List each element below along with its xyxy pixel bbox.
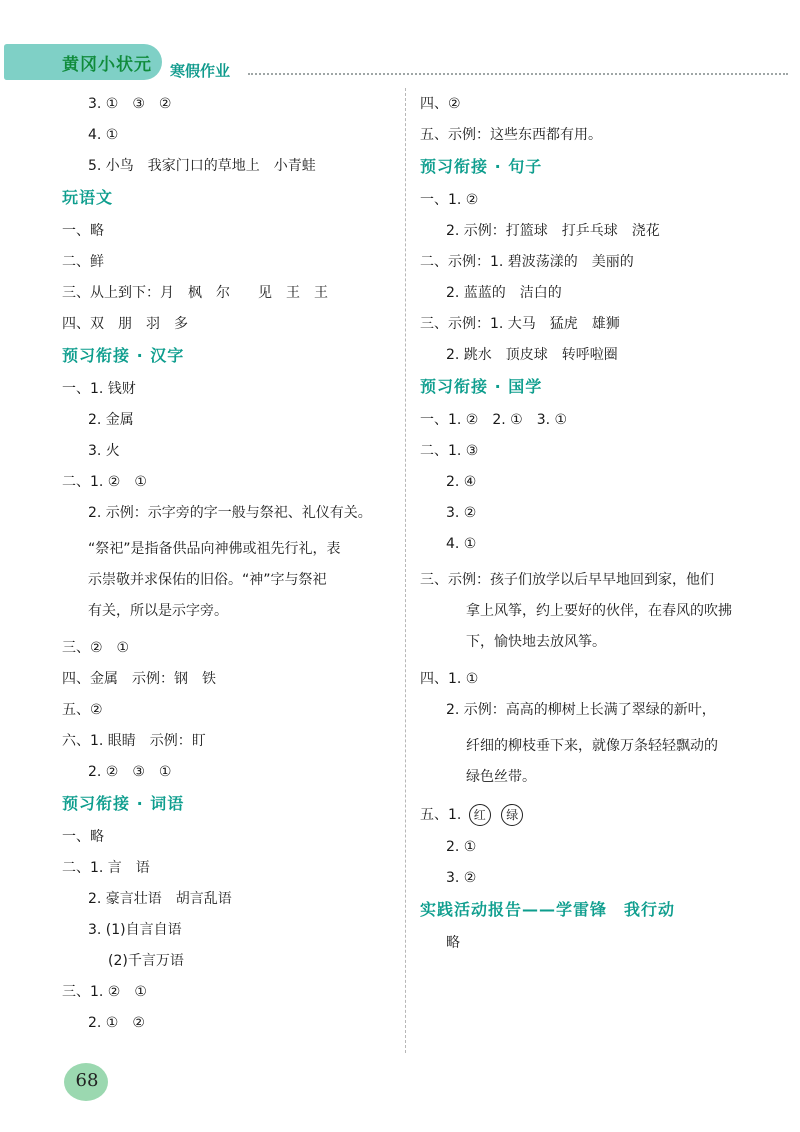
section-heading: 预习衔接 · 句子 bbox=[420, 157, 543, 176]
answer-line: 六、1. 眼睛 示例：盯 bbox=[62, 733, 206, 749]
answer-line: 4. ① bbox=[446, 536, 477, 552]
answer-line: 一、1. 钱财 bbox=[62, 381, 136, 397]
answer-line: 纤细的柳枝垂下来，就像万条轻轻飘动的 bbox=[466, 738, 718, 754]
answer-line: 拿上风筝，约上要好的伙伴，在春风的吹拂 bbox=[466, 603, 732, 619]
answer-line: 一、1. ② bbox=[420, 192, 479, 208]
right-column bbox=[420, 94, 760, 964]
answer-line: 2. 示例：高高的柳树上长满了翠绿的新叶， bbox=[446, 702, 716, 718]
answer-line: 二、鲜 bbox=[62, 254, 104, 270]
answer-line: 三、② ① bbox=[62, 640, 130, 656]
answer-line: 示崇敬并求保佑的旧俗。“神”字与祭祀 bbox=[88, 572, 327, 588]
page-number: 68 bbox=[75, 1070, 99, 1091]
answer-line: 2. ② ③ ① bbox=[88, 764, 172, 780]
answer-line: 下，愉快地去放风筝。 bbox=[466, 634, 606, 650]
column-divider bbox=[405, 88, 406, 1053]
answer-line: 2. ① ② bbox=[88, 1015, 145, 1031]
answer-line: 2. 豪言壮语 胡言乱语 bbox=[88, 891, 232, 907]
answer-line: 四、1. ① bbox=[420, 671, 479, 687]
answer-line: 3. (1)自言自语 bbox=[88, 922, 182, 938]
answer-line: 三、示例：孩子们放学以后早早地回到家，他们 bbox=[420, 572, 714, 588]
answer-line: 3. ② bbox=[446, 870, 477, 886]
answer-line: 2. ④ bbox=[446, 474, 477, 490]
section-heading: 玩语文 bbox=[62, 188, 114, 207]
answer-line: 四、双 朋 羽 多 bbox=[62, 316, 188, 332]
answer-line: 3. ① ③ ② bbox=[88, 96, 172, 112]
header-dotted-rule bbox=[248, 73, 788, 75]
answer-line: 二、示例：1. 碧波荡漾的 美丽的 bbox=[420, 254, 634, 270]
section-heading: 预习衔接 · 词语 bbox=[62, 794, 185, 813]
answer-line: “祭祀”是指备供品向神佛或祖先行礼，表 bbox=[88, 541, 341, 557]
answer-line: 2. 跳水 顶皮球 转呼啦圈 bbox=[446, 347, 618, 363]
section-heading: 实践活动报告——学雷锋 我行动 bbox=[420, 900, 676, 919]
answer-line: 五、示例：这些东西都有用。 bbox=[420, 127, 602, 143]
answer-line: 3. ② bbox=[446, 505, 477, 521]
answer-line-circled bbox=[420, 804, 760, 826]
answer-prefix: 五、1. bbox=[420, 807, 462, 823]
answer-line: 四、② bbox=[420, 96, 461, 112]
answer-line: 三、示例：1. 大马 猛虎 雄狮 bbox=[420, 316, 620, 332]
answer-line: 略 bbox=[446, 935, 460, 951]
answer-line: 三、从上到下：月 枫 尔 见 王 王 bbox=[62, 285, 328, 301]
left-column bbox=[62, 94, 397, 1044]
section-heading: 预习衔接 · 国学 bbox=[420, 377, 543, 396]
answer-line: 三、1. ② ① bbox=[62, 984, 147, 1000]
answer-line: 2. ① bbox=[446, 839, 477, 855]
answer-line: 2. 金属 bbox=[88, 412, 134, 428]
answer-line: 一、略 bbox=[62, 223, 104, 239]
circled-character: 绿 bbox=[501, 804, 523, 826]
answer-line: 有关，所以是示字旁。 bbox=[88, 603, 228, 619]
answer-line: 一、1. ② 2. ① 3. ① bbox=[420, 412, 568, 428]
answer-line: 二、1. ③ bbox=[420, 443, 479, 459]
answer-line: (2)千言万语 bbox=[108, 953, 184, 969]
answer-line: 四、金属 示例：钢 铁 bbox=[62, 671, 216, 687]
answer-line: 五、② bbox=[62, 702, 103, 718]
answer-line: 二、1. ② ① bbox=[62, 474, 147, 490]
header-subtitle: 寒假作业 bbox=[170, 62, 231, 80]
brand-logo-text: 黄冈小状元 bbox=[62, 55, 152, 75]
answer-line: 5. 小鸟 我家门口的草地上 小青蛙 bbox=[88, 158, 316, 174]
section-heading: 预习衔接 · 汉字 bbox=[62, 346, 185, 365]
answer-line: 3. 火 bbox=[88, 443, 120, 459]
answer-line: 一、略 bbox=[62, 829, 104, 845]
answer-line: 2. 蓝蓝的 洁白的 bbox=[446, 285, 562, 301]
answer-line: 2. 示例：打篮球 打乒乓球 浇花 bbox=[446, 223, 660, 239]
page-header bbox=[0, 40, 800, 84]
circled-character: 红 bbox=[469, 804, 491, 826]
answer-line: 二、1. 言 语 bbox=[62, 860, 150, 876]
answer-line: 2. 示例：示字旁的字一般与祭祀、礼仪有关。 bbox=[88, 505, 372, 521]
answer-line: 4. ① bbox=[88, 127, 119, 143]
answer-line: 绿色丝带。 bbox=[466, 769, 536, 785]
